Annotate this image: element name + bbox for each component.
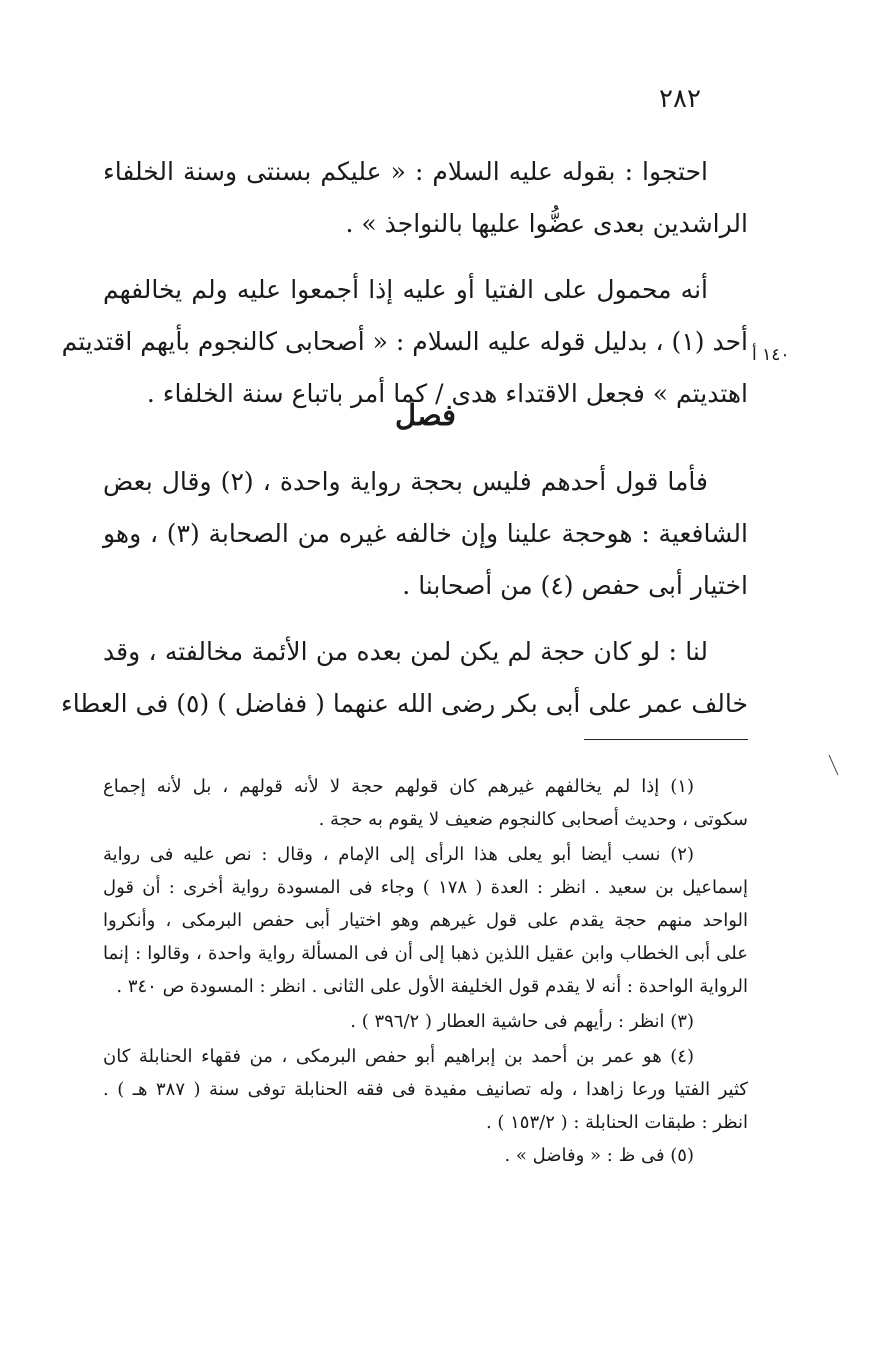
text-line: خالف عمر على أبى بكر رضى الله عنهما ( ففاضل ) (٥) فى العطاء — [61, 689, 748, 718]
text-line: احتجوا : بقوله عليه السلام : « عليكم بسنتى وسنة الخلفاء — [103, 157, 708, 186]
footnote-separator — [584, 739, 748, 740]
footnotes — [103, 770, 748, 1172]
footnote-line: كثير الفتيا ورعا زاهدا ، وله تصانيف مفيدة فى فقه الحنابلة توفى سنة ( ٣٨٧ هـ ) . — [103, 1079, 748, 1100]
text-line: الراشدين بعدى عضُّوا عليها بالنواجذ » . — [345, 209, 748, 238]
footnote-line: (١) إذا لم يخالفهم غيرهم كان قولهم حجة لا لأنه قولهم ، بل لأنه إجماع — [103, 776, 694, 797]
footnote-line: (٤) هو عمر بن أحمد بن إبراهيم أبو حفص البرمكى ، من فقهاء الحنابلة كان — [103, 1046, 694, 1067]
text-line: اختيار أبى حفص (٤) من أصحابنا . — [402, 571, 748, 600]
page-number: ٢٨٢ — [659, 84, 701, 114]
section-heading: فصل — [395, 398, 456, 432]
paragraph-argument — [61, 146, 748, 420]
text-line: اهتديتم » فجعل الاقتداء هدى / كما أمر باتباع سنة الخلفاء . — [146, 379, 748, 408]
footnote-line: على أبى الخطاب وابن عقيل اللذين ذهبا إلى أن فى المسألة رواية واحدة ، وقالوا : إنما — [103, 943, 748, 964]
footnote-line: الواحد منهم حجة يقدم على قول غيرهم وهو اختيار أبى حفص البرمكى ، وأنكروا — [103, 910, 748, 931]
text-line: لنا : لو كان حجة لم يكن لمن بعده من الأئمة مخالفته ، وقد — [103, 637, 708, 666]
margin-folio-note: ١٤٠ أ — [752, 345, 790, 365]
text-line: أحد (١) ، بدليل قوله عليه السلام : « أصحابى كالنجوم بأيهم اقتديتم — [61, 327, 748, 356]
footnote-line: (٣) انظر : رأيهم فى حاشية العطار ( ٣٩٦/٢ ) . — [350, 1011, 694, 1032]
text-line: الشافعية : هوحجة علينا وإن خالفه غيره من الصحابة (٣) ، وهو — [103, 519, 748, 548]
paragraph-section — [61, 456, 748, 730]
footnote-line: (٥) فى ظ : « وفاضل » . — [504, 1145, 694, 1166]
footnote-line: (٢) نسب أيضا أبو يعلى هذا الرأى إلى الإمام ، وقال : نص عليه فى رواية — [103, 844, 694, 865]
footnote-line: الرواية الواحدة : أنه لا يقدم قول الخليفة الأول على الثانى . انظر : المسودة ص ٣٤٠ . — [116, 976, 748, 997]
footnote-line: سكوتى ، وحديث أصحابى كالنجوم ضعيف لا يقوم به حجة . — [318, 809, 748, 830]
footnote-line: انظر : طبقات الحنابلة : ( ١٥٣/٢ ) . — [485, 1112, 748, 1133]
text-line: أنه محمول على الفتيا أو عليه إذا أجمعوا عليه ولم يخالفهم — [103, 275, 708, 304]
margin-mark — [829, 755, 839, 776]
text-line: فأما قول أحدهم فليس بحجة رواية واحدة ، (٢) وقال بعض — [103, 467, 708, 496]
footnote-line: إسماعيل بن سعيد . انظر : العدة ( ١٧٨ ) وجاء فى المسودة رواية أخرى : أن قول — [103, 877, 748, 898]
